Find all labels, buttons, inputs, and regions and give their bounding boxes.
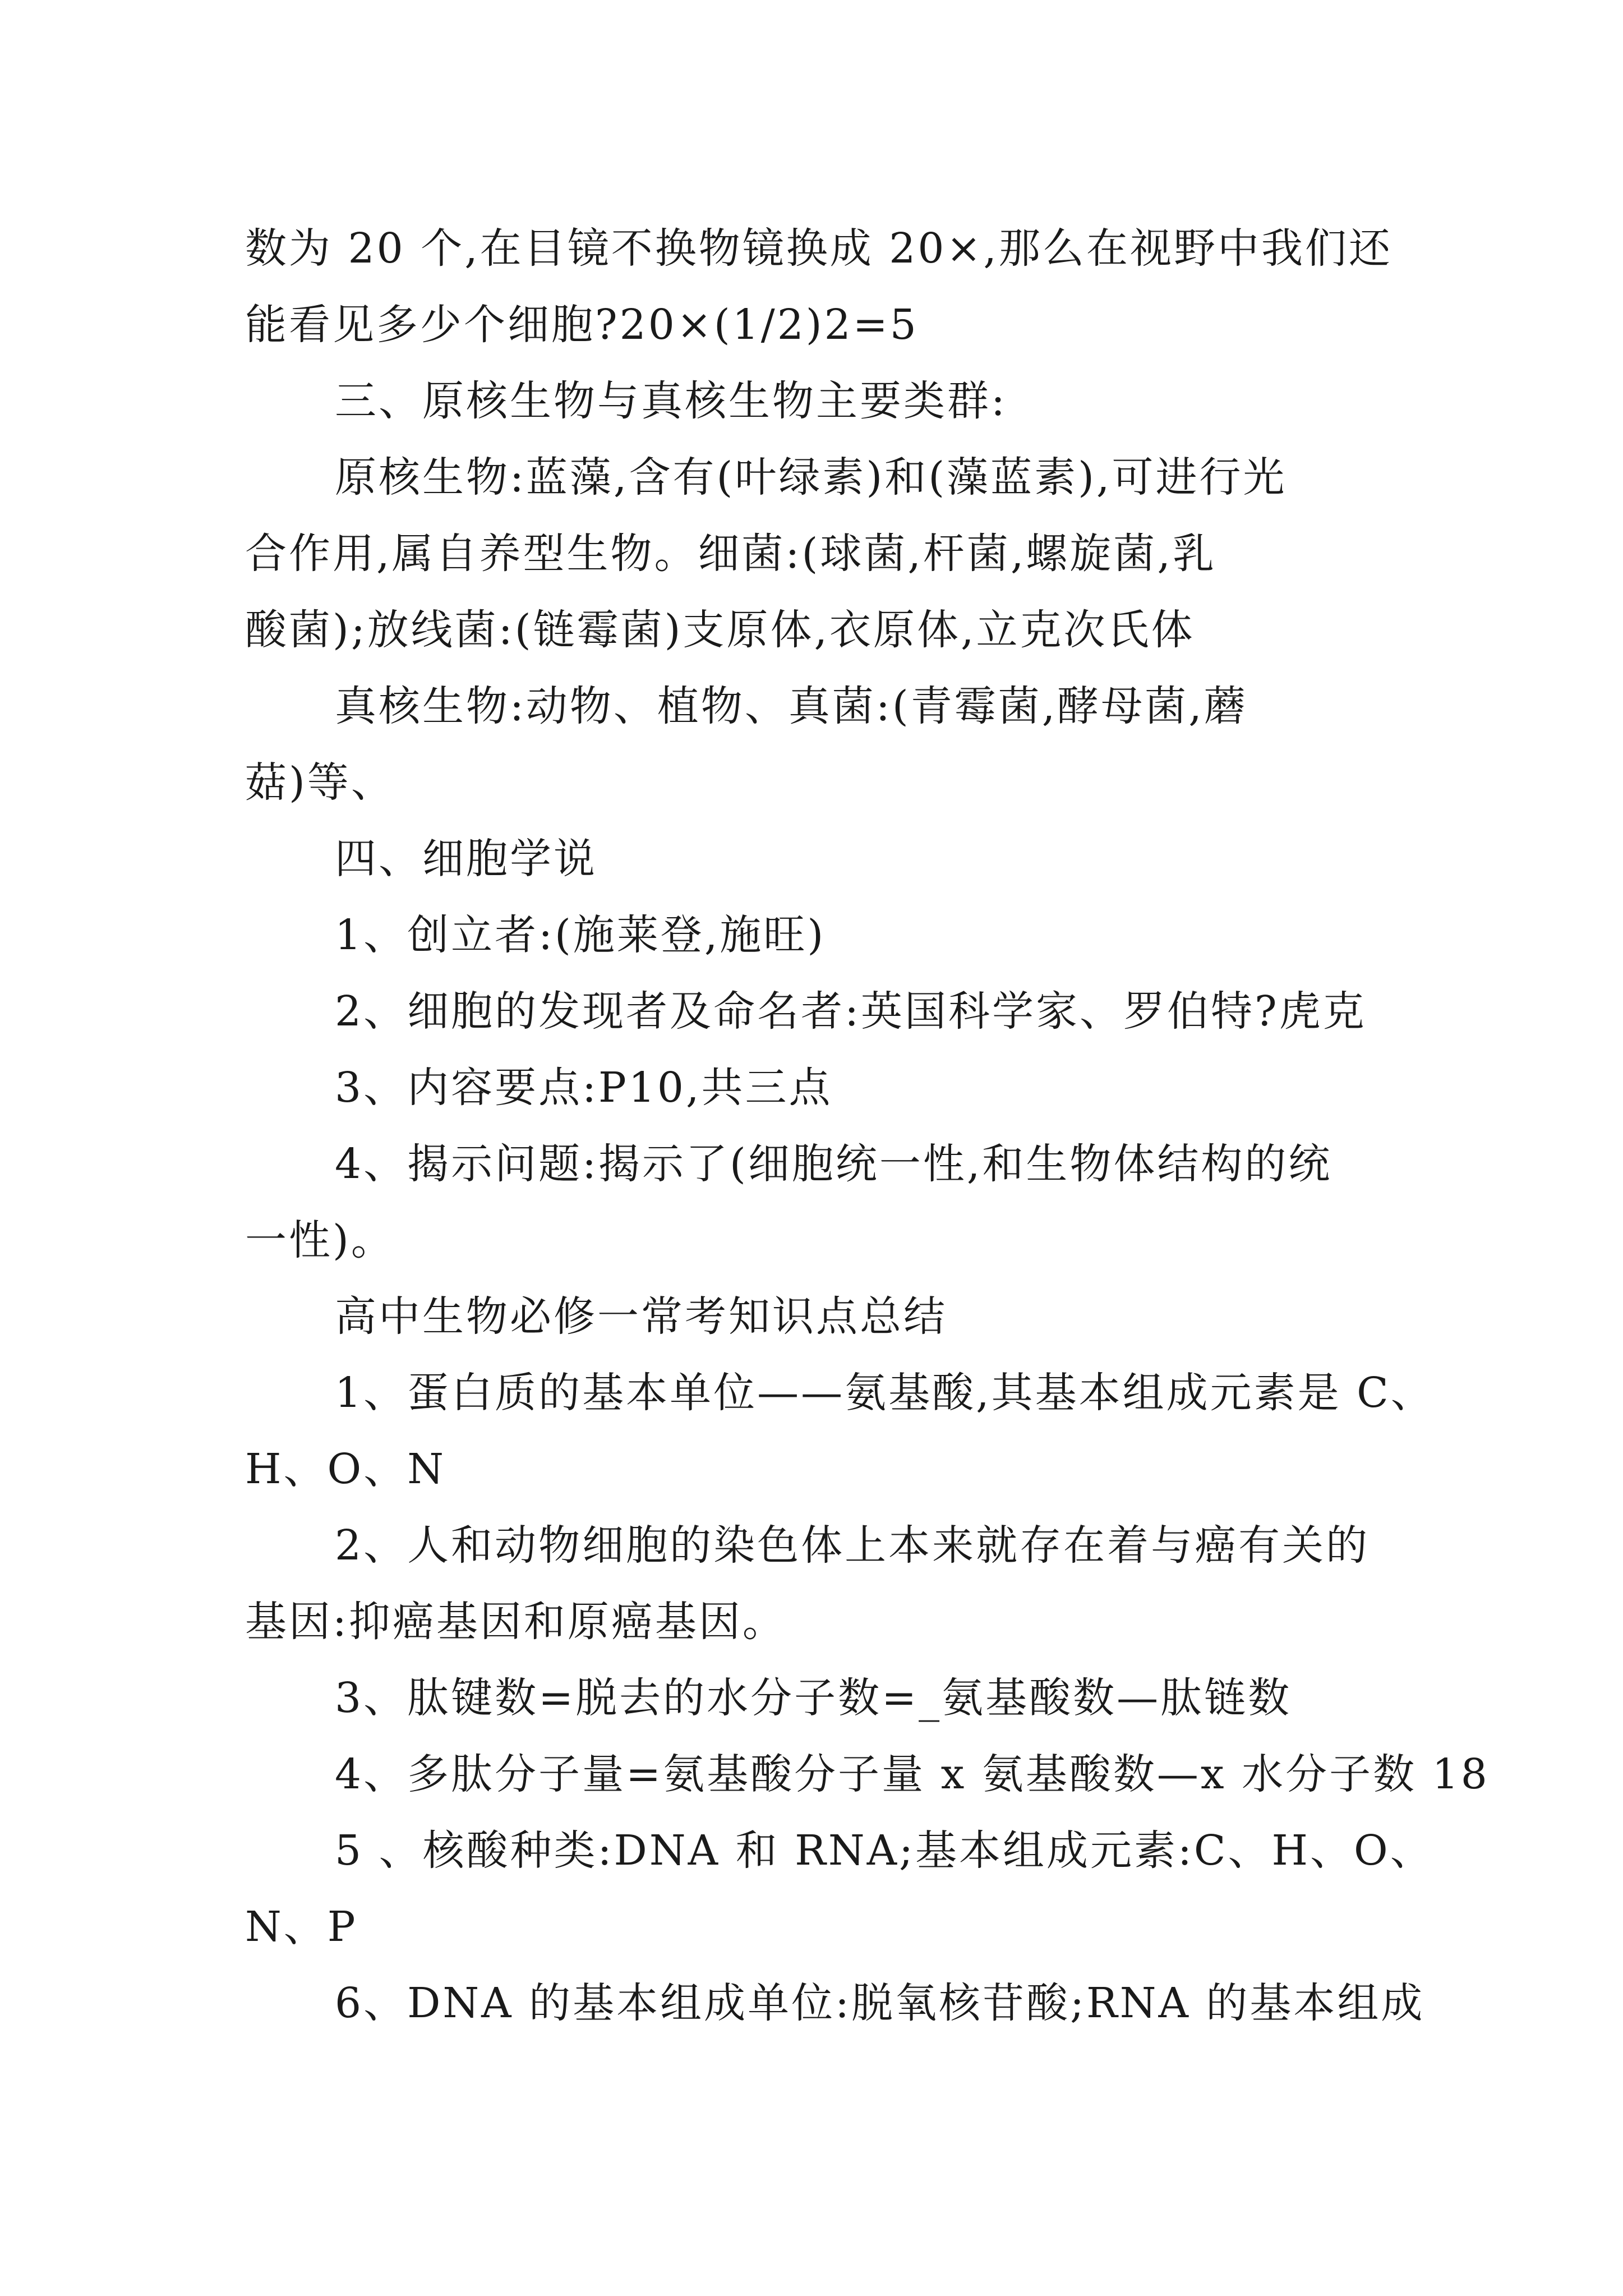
list-item: 3、内容要点:P10,共三点 <box>335 1064 833 1112</box>
text-line: 酸菌);放线菌:(链霉菌)支原体,衣原体,立克次氏体 <box>245 606 1195 654</box>
section-heading: 三、原核生物与真核生物主要类群: <box>335 377 1007 425</box>
list-item: 5 、核酸种类:DNA 和 RNA;基本组成元素:C、H、O、 <box>335 1826 1434 1875</box>
text-line: 菇)等、 <box>245 758 395 807</box>
text-line: 基因:抑癌基因和原癌基因。 <box>245 1598 786 1646</box>
list-item: 4、多肽分子量=氨基酸分子量 x 氨基酸数—x 水分子数 18 <box>335 1750 1490 1798</box>
list-item: 4、揭示问题:揭示了(细胞统一性,和生物体结构的统 <box>335 1140 1332 1188</box>
text-line: N、P <box>245 1903 358 1951</box>
text-line: 一性)。 <box>245 1216 395 1264</box>
list-item: 1、创立者:(施莱登,施旺) <box>335 911 826 959</box>
text-line: 真核生物:动物、植物、真菌:(青霉菌,酵母菌,蘑 <box>335 682 1248 730</box>
text-line: 能看见多少个细胞?20×(1/2)2=5 <box>245 301 919 349</box>
text-line: 数为 20 个,在目镜不换物镜换成 20×,那么在视野中我们还 <box>245 224 1393 273</box>
text-line: H、O、N <box>245 1445 446 1493</box>
list-item: 1、蛋白质的基本单位——氨基酸,其基本组成元素是 C、 <box>335 1369 1435 1417</box>
list-item: 6、DNA 的基本组成单位:脱氧核苷酸;RNA 的基本组成 <box>335 1979 1425 2027</box>
section-heading: 高中生物必修一常考知识点总结 <box>335 1292 947 1341</box>
text-line: 原核生物:蓝藻,含有(叶绿素)和(藻蓝素),可进行光 <box>335 453 1287 501</box>
text-line: 合作用,属自养型生物。细菌:(球菌,杆菌,螺旋菌,乳 <box>245 530 1216 578</box>
section-heading: 四、细胞学说 <box>335 835 597 883</box>
list-item: 2、细胞的发现者及命名者:英国科学家、罗伯特?虎克 <box>335 987 1367 1036</box>
list-item: 3、肽键数=脱去的水分子数=_氨基酸数—肽链数 <box>335 1674 1292 1722</box>
list-item: 2、人和动物细胞的染色体上本来就存在着与癌有关的 <box>335 1521 1370 1570</box>
document-body <box>245 210 1490 2041</box>
